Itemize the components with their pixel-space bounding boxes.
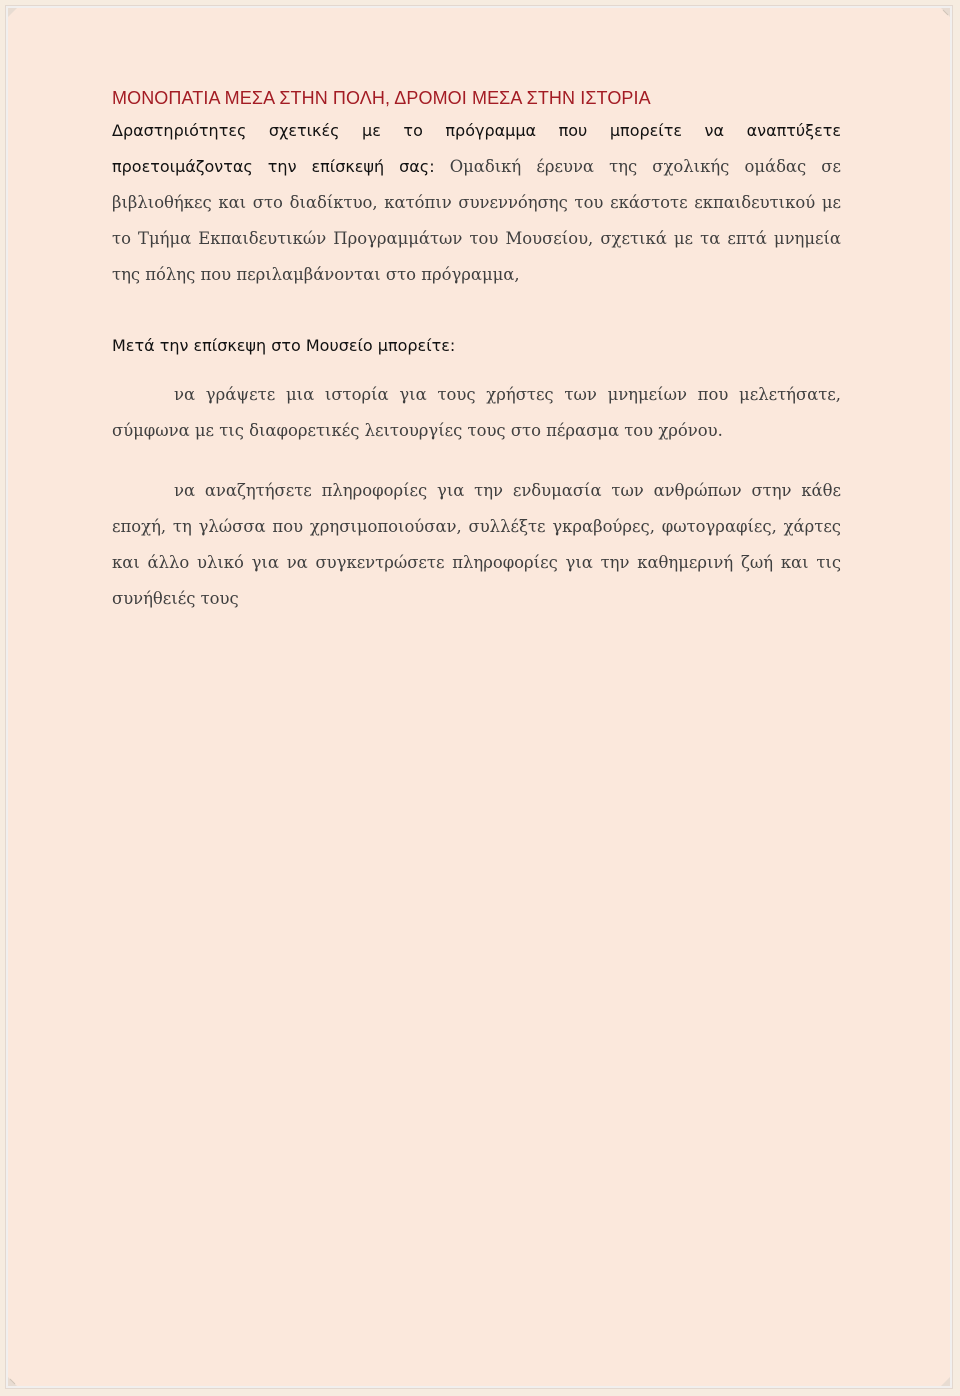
corner-ornament-icon	[8, 8, 17, 17]
after-visit-item-research: να αναζητήσετε πληροφορίες για την ενδυμασία των ανθρώπων στην κάθε εποχή, τη γλώσσα που χρησιμοποιούσαν, συλλέξτε γκραβούρες, φωτογραφίες, χάρτες και άλλο υλικό για να συγκεντρώσετε πληροφορίες για την καθημερινή ζωή και τις συνήθειές τους	[112, 481, 841, 608]
corner-ornament-icon	[941, 8, 950, 17]
activities-text: Ομαδική έρευνα της σχολικής ομάδας σε βιβλιοθήκες και στο διαδίκτυο, κατόπιν συνεννόησης του εκάστοτε εκπαιδευτικού με το Τμήμα Εκπαιδευτικών Προγραμμάτων του Μουσείου, σχετικά με τα επτά μνημεία της πόλης που περιλαμβάνονται στο πρόγραμμα,	[112, 157, 841, 284]
document-title: ΜΟΝΟΠΑΤΙΑ ΜΕΣΑ ΣΤΗΝ ΠΟΛΗ, ΔΡΟΜΟΙ ΜΕΣΑ ΣΤΗΝ ΙΣΤΟΡΙΑ	[112, 88, 651, 108]
after-visit-item-story: να γράψετε μια ιστορία για τους χρήστες των μνημείων που μελετήσατε, σύμφωνα με τις διαφορετικές λειτουργίες τους στο πέρασμα του χρόνου.	[112, 385, 841, 440]
activities-paragraph	[112, 113, 841, 293]
after-visit-heading: Μετά την επίσκεψη στο Μουσείο μπορείτε:	[112, 336, 456, 355]
corner-ornament-icon	[941, 1377, 950, 1386]
document-content	[112, 84, 841, 617]
activities-lead: Δραστηριότητες σχετικές με το πρόγραμμα που μπορείτε να αναπτύξετε προετοιμάζοντας την επίσκεψή σας:	[112, 121, 841, 176]
corner-ornament-icon	[8, 1377, 17, 1386]
